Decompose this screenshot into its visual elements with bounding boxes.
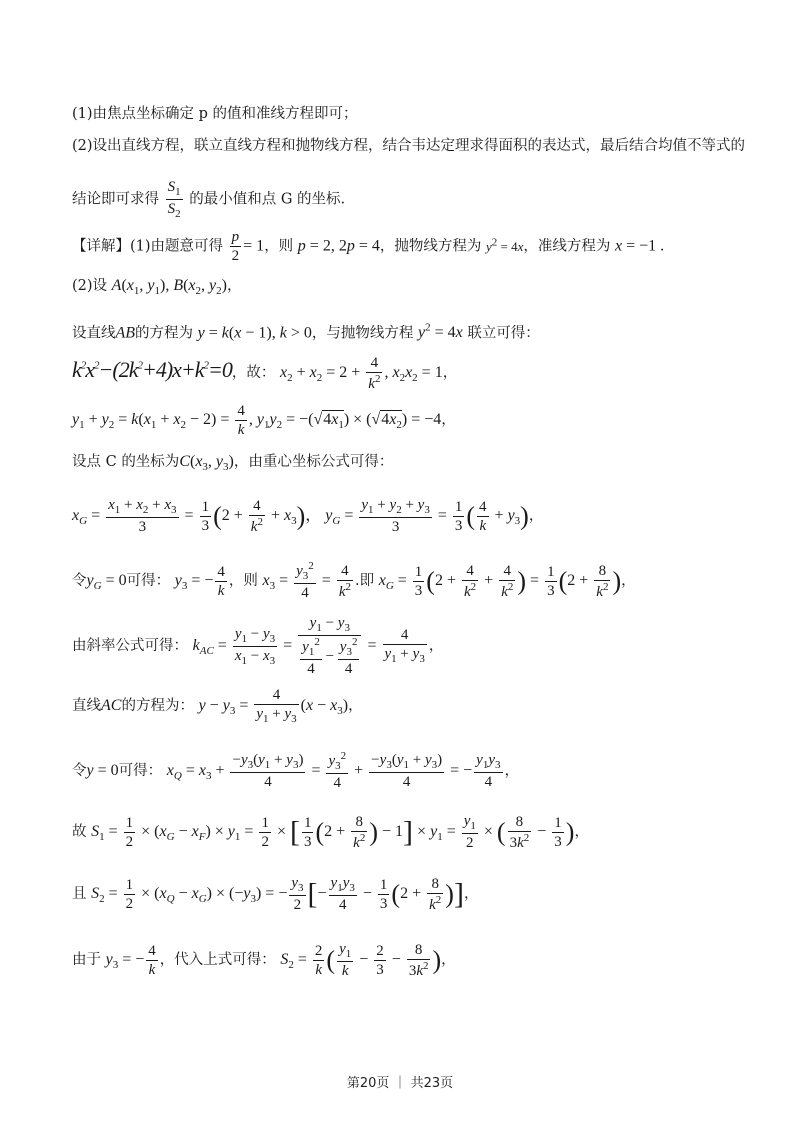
detail-text-8b: 可得： <box>126 572 171 589</box>
detail-text-10a: 直线 <box>72 697 101 714</box>
detail-text-14b: ，代入上式可得： <box>159 951 276 968</box>
eq-y3: $y_3$ = − $\frac{4}{k}$ <box>174 563 225 599</box>
detail-text-13a: 且 <box>72 885 87 902</box>
analysis-line-2 <box>72 138 746 155</box>
detail-line-14: 由于 $y_3$ = − $\frac{4}{k}$ ，代入上式可得： $S_2$ = $\frac{2}{k}$ ( $\frac{y_1}{k}$ − $\frac{2}{3}$ − $\frac{8}{3k^2}$ )， <box>72 941 456 980</box>
eq-point-c: $C(x_3$, $y_3$) <box>179 453 234 474</box>
eq-line-ac: $y - y_3$ = $\frac{4}{y_1 + y_3}$ $(x - x_3)$ <box>198 687 349 725</box>
eq-s1: $S_1$ = $\frac{1}{2}$ × $(x_G - x_F) \times y_1$ = $\frac{1}{2}$ × [ $\frac{1}{3}$ (2 + $\frac{8}{k^2}$ ) − $1] \times y_1$ = $\frac{y_1}{2}$ × ( $\frac{8}{3k^2}$ − $\frac{1}{3}$ ) <box>91 813 575 852</box>
analysis-text-3a: 结论即可求得 <box>72 191 159 208</box>
detail-text-6a: 设点 C 的坐标为 <box>72 454 180 470</box>
detail-text-1c: ，抛物线方程为 <box>379 238 482 255</box>
detail-text-8a: 令 <box>72 572 87 589</box>
eq-vieta-y: $y_1 + y_2 = k(x_1 + x_2 - 2)$ = $\frac{4}{k}$ , $y_1y_2 = -(√4x_1) \times (√4x_2) = -4$ <box>72 403 442 438</box>
detail-line-5: $y_1 + y_2 = k(x_1 + x_2 - 2)$ = $\frac{4}{k}$ , $y_1y_2 = -(√4x_1) \times (√4x_2) = -4$， <box>72 403 456 438</box>
ratio-s1-s2: $\frac{S_1}{S_2}$ <box>167 179 181 221</box>
eq-s2-result: $S_2$ = $\frac{2}{k}$ ( $\frac{y_1}{k}$ − $\frac{2}{3}$ − $\frac{8}{3k^2}$ ) <box>280 941 442 980</box>
eq-parabola-2: $y^2 = 4x$ <box>417 322 463 342</box>
detail-line-8: 令$y_G = 0$可得： $y_3$ = − $\frac{4}{k}$ ，则 $x_3$ = $\frac{y_3^2}{4}$ = $\frac{4}{k^2}$ .即 $x_G$ = $\frac{1}{3}$ (2 + $\frac{4}{k^2}$ + $\frac{4}{k^2}$ ) = $\frac{1}{3}$ (2 + $\frac{8}{k^2}$ )， <box>72 560 636 602</box>
eq-quadratic: $k^2x^2-(2k^2+4)x+k^2=0$ <box>72 357 232 383</box>
eq-parabola: $y^2 = 4x$ <box>485 236 524 254</box>
analysis-line-3 <box>72 178 740 221</box>
detail-text-3b: 的方程为 <box>135 325 194 342</box>
frac-p-2: $\frac{p}{2}$ <box>231 229 240 264</box>
detail-text-9a: 由斜率公式可得： <box>72 637 188 654</box>
detail-text-12a: 故 <box>72 823 87 840</box>
detail-text-3a: 设直线 <box>72 325 116 342</box>
detail-line-10: 直线AC的方程为： $y - y_3$ = $\frac{4}{y_1 + y_3}$ $(x - x_3)$， <box>72 687 363 725</box>
eq-line-ab: y = k(x − 1), k > 0 <box>197 324 312 342</box>
detail-text-8c: ，则 <box>228 572 258 589</box>
eq-directrix: x = −1 . <box>614 237 665 255</box>
page-number: 第20页 ｜ 共23页 <box>346 1076 454 1091</box>
analysis-text-2: (2)设出直线方程，联立直线方程和抛物线方程，结合韦达定理求得面积的表达式，最后结合均值不等式的 <box>72 138 746 154</box>
detail-text-1b: ，则 <box>264 238 294 255</box>
detail-line-3: 设直线AB的方程为 y = k(x − 1), k > 0，与抛物线方程 $y^2 = 4x$ 联立可得： <box>72 322 540 342</box>
detail-label: 【详解】 <box>72 238 130 255</box>
detail-text-6b: ，由重心坐标公式可得： <box>233 454 394 470</box>
detail-line-6 <box>72 452 740 474</box>
eq-x3: $x_3$ = $\frac{y_3^2}{4}$ = $\frac{4}{k^2}$ <box>262 560 351 602</box>
detail-text-4a: ，故： <box>231 365 276 382</box>
detail-text-14a: 由于 <box>72 951 101 968</box>
eq-xq: $x_Q = x_3$ + $\frac{-y_3(y_1 + y_3)}{4}$ = $\frac{y_3^2}{4}$ + $\frac{-y_3(y_1 + y_3)}{4}$ = − $\frac{y_1y_3}{4}$ <box>166 750 501 792</box>
eq-centroid: $x_G$ = $\frac{x_1 + x_2 + x_3}{3}$ = $\frac{1}{3}$ (2 + $\frac{4}{k^2}$ + $x_3$)， $y_G$ = $\frac{y_1 + y_2 + y_3}{3}$ = $\frac{1}{3}$ ( $\frac{4}{k}$ + $y_3$) <box>72 497 529 536</box>
eq-y3-sub: $y_3$ = − $\frac{4}{k}$ <box>105 942 156 978</box>
detail-line-1: 【详解】(1)由题意可得 $\frac{p}{2}$ = 1，则 p = 2, 2p = 4，抛物线方程为 $y^2 = 4x$，准线方程为 x = −1 . <box>72 229 665 264</box>
eq-slope-ac: $k_{AC}$ = $\frac{y_1 - y_3}{x_1 - x_3}$ = $y_1 - y_3$ $\frac{y_1^2}{4}$ − $\frac{y_3^2}{4}$ = $\frac{4}{y_1 + y_3}$ <box>192 615 425 678</box>
detail-text-11a: 令 <box>72 762 87 779</box>
analysis-text-3b: 的最小值和点 G 的坐标. <box>189 191 346 208</box>
eq-p: p = 2, 2p = 4 <box>297 237 380 255</box>
detail-line-9: 由斜率公式可得： $k_{AC}$ = $\frac{y_1 - y_3}{x_1 - x_3}$ = $y_1 - y_3$ $\frac{y_1^2}{4}$ − $\frac{y_3^2}{4}$ = $\frac{4}{y_1 + y_3}$ ， <box>72 615 444 678</box>
detail-line-2: (2)设 $A(x_1$, $y_1$), $B(x_2$, $y_2$)， <box>72 277 242 298</box>
detail-line-4: $k^2x^2-(2k^2+4)x+k^2=0$，故： $x_2 + x_2 = 2$ + $\frac{4}{k^2}$ , $x_2x_2 = 1$， <box>72 355 458 392</box>
analysis-text-1: (1)由焦点坐标确定 p 的值和准线方程即可； <box>72 106 358 122</box>
detail-line-7: $x_G$ = $\frac{x_1 + x_2 + x_3}{3}$ = $\frac{1}{3}$ (2 + $\frac{4}{k^2}$ + $x_3$)， $y_G$ = $\frac{y_1 + y_2 + y_3}{3}$ = $\frac{1}{3}$ ( $\frac{4}{k}$ + $y_3$)， <box>72 497 544 536</box>
detail-line-13: 且 $S_2$ = $\frac{1}{2}$ × $(x_Q - x_G) \times (-y_3)$ = − $\frac{y_3}{2}$ [− $\frac{y_1y_3}{4}$ − $\frac{1}{3}$ (2 + $\frac{8}{k^2}$ )]， <box>72 875 479 914</box>
detail-text-11b: 可得： <box>118 762 163 779</box>
eq-points-ab: $A(x_1$, $y_1$), $B(x_2$, $y_2$) <box>111 277 227 298</box>
detail-line-12: 故 $S_1$ = $\frac{1}{2}$ × $(x_G - x_F) \times y_1$ = $\frac{1}{2}$ × [ $\frac{1}{3}$ (2 + $\frac{8}{k^2}$ ) − $1] \times y_1$ = $\frac{y_1}{2}$ × ( $\frac{8}{3k^2}$ − $\frac{1}{3}$ )， <box>72 813 589 852</box>
detail-text-3d: 联立可得： <box>467 325 540 342</box>
detail-text-1a: (1)由题意可得 <box>130 238 224 255</box>
detail-text-8d: .即 <box>354 572 375 589</box>
detail-line-11: 令y = 0可得： $x_Q = x_3$ + $\frac{-y_3(y_1 + y_3)}{4}$ = $\frac{y_3^2}{4}$ + $\frac{-y_3(y_1 + y_3)}{4}$ = − $\frac{y_1y_3}{4}$ ， <box>72 750 520 792</box>
eq-vieta-x: $x_2 + x_2 = 2$ + $\frac{4}{k^2}$ , $x_2x_2 = 1$ <box>279 355 443 392</box>
detail-text-3c: ，与抛物线方程 <box>311 325 414 342</box>
detail-text-2: (2)设 <box>72 278 108 294</box>
analysis-line-1 <box>72 106 740 123</box>
detail-text-10b: 的方程为： <box>121 697 194 714</box>
eq-s2: $S_2$ = $\frac{1}{2}$ × $(x_Q - x_G) \times (-y_3)$ = − $\frac{y_3}{2}$ [− $\frac{y_1y_3}{4}$ − $\frac{1}{3}$ (2 + $\frac{8}{k^2}$ )] <box>91 875 464 914</box>
detail-text-1d: ，准线方程为 <box>523 238 611 255</box>
eq-xg: $x_G$ = $\frac{1}{3}$ (2 + $\frac{4}{k^2}$ + $\frac{4}{k^2}$ ) = $\frac{1}{3}$ (2 + $\frac{8}{k^2}$ ) <box>378 562 622 600</box>
page-footer <box>0 1072 800 1091</box>
